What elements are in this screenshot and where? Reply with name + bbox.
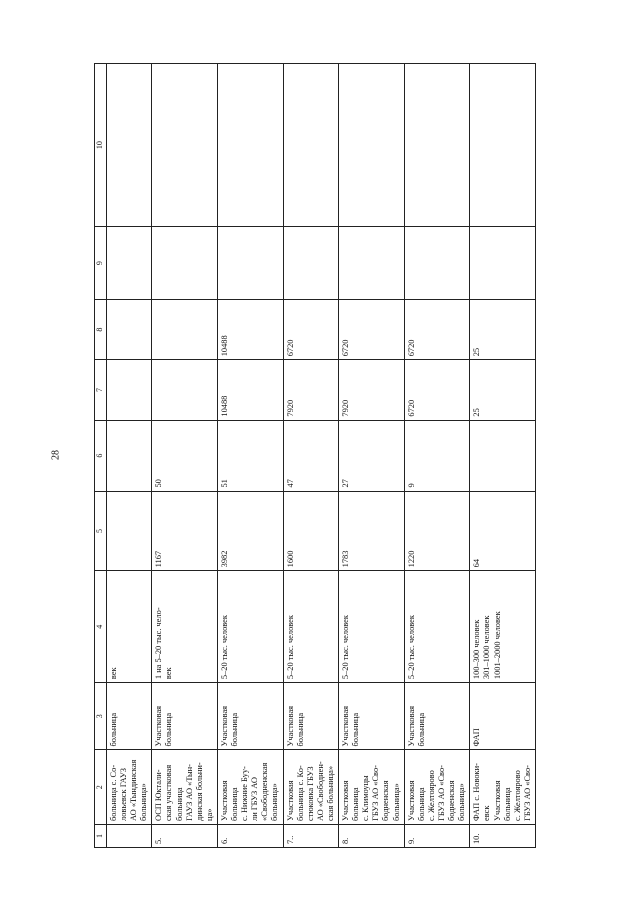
cell-col6: 27 [339, 420, 405, 491]
cell-col5: 1220 [404, 491, 470, 571]
cell-col7: 7920 [339, 360, 405, 420]
cell-col5: 3982 [218, 491, 284, 571]
cell-col8: 10488 [218, 300, 284, 360]
cell-col9 [470, 227, 536, 300]
cell-col6: 9 [404, 420, 470, 491]
facility-name: Участковая больница с. Желтоярово ГБУЗ АО «Сво- бодненская больница» [404, 750, 470, 824]
cell-col5: 1783 [339, 491, 405, 571]
cell-col10 [218, 64, 284, 227]
column-header: 10 [95, 64, 107, 227]
cell-col9 [218, 227, 284, 300]
cell-col10 [404, 64, 470, 227]
column-header: 1 [95, 824, 107, 847]
table-row [283, 64, 339, 848]
column-header: 5 [95, 491, 107, 571]
cell-col8 [152, 300, 218, 360]
column-header: 8 [95, 300, 107, 360]
facility-type: больница [107, 683, 152, 750]
cell-col5 [107, 491, 152, 571]
row-number: 10. [470, 824, 536, 847]
population-norm: 5–20 тыс. человек [283, 571, 339, 683]
cell-col10 [107, 64, 152, 227]
table-rotated-wrapper [94, 63, 536, 848]
table-row [470, 64, 536, 848]
row-number: 7.. [283, 824, 339, 847]
facility-type: Участковая больница [152, 683, 218, 750]
population-norm: 100–300 человек 301–1000 человек 1001–2000 человек [470, 571, 536, 683]
column-header: 4 [95, 571, 107, 683]
header-row [95, 64, 107, 848]
cell-col8 [107, 300, 152, 360]
row-number [107, 824, 152, 847]
population-norm: 5–20 тыс. человек [339, 571, 405, 683]
cell-col8: 6720 [339, 300, 405, 360]
cell-col9 [404, 227, 470, 300]
facility-name: больница с. Со- ловьевск ГАУЗ АО «Тындинская больница» [107, 750, 152, 824]
cell-col7: 7920 [283, 360, 339, 420]
cell-col10 [283, 64, 339, 227]
column-header: 2 [95, 750, 107, 824]
cell-col7 [152, 360, 218, 420]
facility-name: ФАП с. Новоки- евск Участковая больница с. Желтоярово ГБУЗ АО «Сво- [470, 750, 536, 824]
cell-col5: 1600 [283, 491, 339, 571]
page-number: 28 [50, 450, 62, 460]
facilities-table [94, 63, 536, 848]
column-header: 3 [95, 683, 107, 750]
table-row [152, 64, 218, 848]
facility-type: ФАП [470, 683, 536, 750]
population-norm: 1 на 5–20 тыс. чело- век [152, 571, 218, 683]
facility-type: Участковая больница [283, 683, 339, 750]
facility-type: Участковая больница [404, 683, 470, 750]
population-norm: 5–20 тыс. человек [218, 571, 284, 683]
cell-col5: 1167 [152, 491, 218, 571]
row-number: 5. [152, 824, 218, 847]
cell-col10 [339, 64, 405, 227]
cell-col9 [339, 227, 405, 300]
row-number: 9. [404, 824, 470, 847]
cell-col7: 10488 [218, 360, 284, 420]
table-row [339, 64, 405, 848]
table-row [404, 64, 470, 848]
facility-type: Участковая больница [339, 683, 405, 750]
cell-col7 [107, 360, 152, 420]
column-header: 9 [95, 227, 107, 300]
table-row [218, 64, 284, 848]
cell-col10 [152, 64, 218, 227]
facility-name: ОСП Юктали- ская участковая больница ГАУЗ АО «Тын- динская больни- ца» [152, 750, 218, 824]
facility-type: Участковая больница [218, 683, 284, 750]
cell-col8: 25 [470, 300, 536, 360]
cell-col9 [152, 227, 218, 300]
cell-col6 [107, 420, 152, 491]
cell-col7: 25 [470, 360, 536, 420]
population-norm: век [107, 571, 152, 683]
facility-name: Участковая больница с. Климоуцы ГБУЗ АО «Сво- бодненская больница» [339, 750, 405, 824]
cell-col8: 6720 [404, 300, 470, 360]
cell-col6: 51 [218, 420, 284, 491]
table-row [107, 64, 152, 848]
cell-col9 [107, 227, 152, 300]
facility-name: Участковая больница с. Ко- стюковка ГБУЗ АО «Свободнен- ская больница» [283, 750, 339, 824]
cell-col5: 64 [470, 491, 536, 571]
column-header: 7 [95, 360, 107, 420]
column-header: 6 [95, 420, 107, 491]
cell-col6: 50 [152, 420, 218, 491]
row-number: 8. [339, 824, 405, 847]
row-number: 6. [218, 824, 284, 847]
cell-col9 [283, 227, 339, 300]
cell-col6 [470, 420, 536, 491]
facility-name: Участковая больница с. Нижние Буу- ли ГБУЗ АО «Свободненская больница» [218, 750, 284, 824]
cell-col7: 6720 [404, 360, 470, 420]
cell-col10 [470, 64, 536, 227]
cell-col6: 47 [283, 420, 339, 491]
population-norm: 5–20 тыс. человек [404, 571, 470, 683]
cell-col8: 6720 [283, 300, 339, 360]
